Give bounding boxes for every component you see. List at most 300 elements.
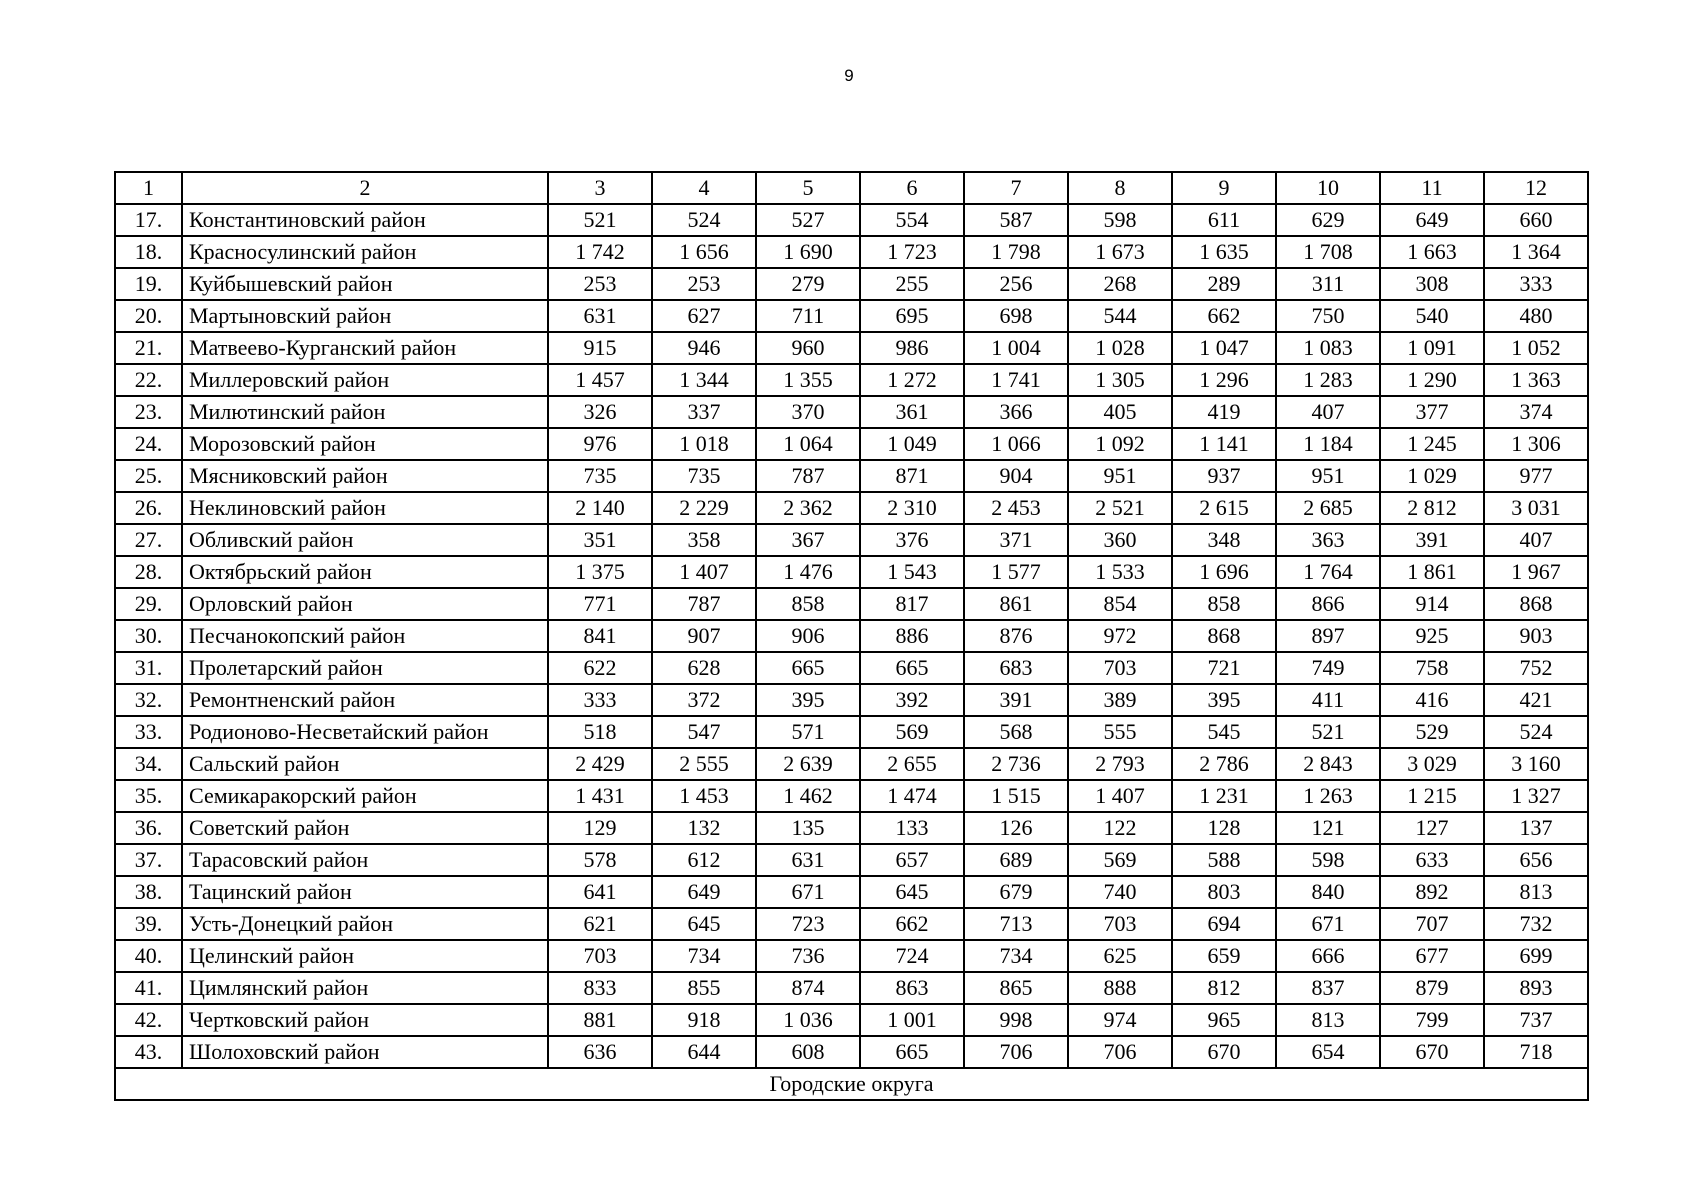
value-cell: 2 453 xyxy=(964,492,1068,524)
value-cell: 965 xyxy=(1172,1004,1276,1036)
value-cell: 1 363 xyxy=(1484,364,1588,396)
value-cell: 644 xyxy=(652,1036,756,1068)
value-cell: 289 xyxy=(1172,268,1276,300)
value-cell: 1 375 xyxy=(548,556,652,588)
value-cell: 903 xyxy=(1484,620,1588,652)
value-cell: 598 xyxy=(1276,844,1380,876)
value-cell: 2 793 xyxy=(1068,748,1172,780)
value-cell: 645 xyxy=(652,908,756,940)
table-row xyxy=(115,1036,1588,1068)
value-cell: 1 798 xyxy=(964,236,1068,268)
row-number-cell: 39. xyxy=(115,908,182,940)
value-cell: 841 xyxy=(548,620,652,652)
value-cell: 866 xyxy=(1276,588,1380,620)
value-cell: 588 xyxy=(1172,844,1276,876)
value-cell: 377 xyxy=(1380,396,1484,428)
value-cell: 1 141 xyxy=(1172,428,1276,460)
column-number-cell: 9 xyxy=(1172,172,1276,204)
value-cell: 915 xyxy=(548,332,652,364)
value-cell: 660 xyxy=(1484,204,1588,236)
value-cell: 126 xyxy=(964,812,1068,844)
value-cell: 868 xyxy=(1172,620,1276,652)
row-number-cell: 23. xyxy=(115,396,182,428)
district-name-cell: Песчанокопский район xyxy=(182,620,548,652)
value-cell: 1 474 xyxy=(860,780,964,812)
column-number-cell: 10 xyxy=(1276,172,1380,204)
value-cell: 721 xyxy=(1172,652,1276,684)
column-number-cell: 7 xyxy=(964,172,1068,204)
value-cell: 1 018 xyxy=(652,428,756,460)
value-cell: 1 052 xyxy=(1484,332,1588,364)
value-cell: 677 xyxy=(1380,940,1484,972)
value-cell: 840 xyxy=(1276,876,1380,908)
value-cell: 1 184 xyxy=(1276,428,1380,460)
value-cell: 886 xyxy=(860,620,964,652)
value-cell: 1 364 xyxy=(1484,236,1588,268)
value-cell: 1 407 xyxy=(652,556,756,588)
value-cell: 817 xyxy=(860,588,964,620)
value-cell: 407 xyxy=(1484,524,1588,556)
value-cell: 1 861 xyxy=(1380,556,1484,588)
value-cell: 734 xyxy=(652,940,756,972)
row-number-cell: 36. xyxy=(115,812,182,844)
value-cell: 723 xyxy=(756,908,860,940)
row-number-cell: 42. xyxy=(115,1004,182,1036)
page-number: 9 xyxy=(844,66,854,85)
row-number-cell: 21. xyxy=(115,332,182,364)
value-cell: 367 xyxy=(756,524,860,556)
value-cell: 813 xyxy=(1276,1004,1380,1036)
column-number-cell: 11 xyxy=(1380,172,1484,204)
value-cell: 976 xyxy=(548,428,652,460)
value-cell: 1 215 xyxy=(1380,780,1484,812)
district-name-cell: Пролетарский район xyxy=(182,652,548,684)
value-cell: 2 140 xyxy=(548,492,652,524)
table-row xyxy=(115,204,1588,236)
value-cell: 1 305 xyxy=(1068,364,1172,396)
value-cell: 641 xyxy=(548,876,652,908)
value-cell: 333 xyxy=(1484,268,1588,300)
section-heading-row xyxy=(115,1068,1588,1100)
table-row xyxy=(115,332,1588,364)
table-row xyxy=(115,780,1588,812)
column-number-cell: 8 xyxy=(1068,172,1172,204)
value-cell: 1 083 xyxy=(1276,332,1380,364)
value-cell: 311 xyxy=(1276,268,1380,300)
district-name-cell: Обливский район xyxy=(182,524,548,556)
value-cell: 395 xyxy=(756,684,860,716)
value-cell: 758 xyxy=(1380,652,1484,684)
table-row xyxy=(115,300,1588,332)
value-cell: 897 xyxy=(1276,620,1380,652)
value-cell: 521 xyxy=(1276,716,1380,748)
value-cell: 555 xyxy=(1068,716,1172,748)
value-cell: 892 xyxy=(1380,876,1484,908)
value-cell: 122 xyxy=(1068,812,1172,844)
value-cell: 718 xyxy=(1484,1036,1588,1068)
value-cell: 703 xyxy=(1068,908,1172,940)
value-cell: 1 306 xyxy=(1484,428,1588,460)
value-cell: 732 xyxy=(1484,908,1588,940)
value-cell: 656 xyxy=(1484,844,1588,876)
value-cell: 1 577 xyxy=(964,556,1068,588)
district-name-cell: Сальский район xyxy=(182,748,548,780)
value-cell: 370 xyxy=(756,396,860,428)
value-cell: 521 xyxy=(548,204,652,236)
value-cell: 1 656 xyxy=(652,236,756,268)
row-number-cell: 28. xyxy=(115,556,182,588)
district-name-cell: Ремонтненский район xyxy=(182,684,548,716)
value-cell: 679 xyxy=(964,876,1068,908)
value-cell: 736 xyxy=(756,940,860,972)
value-cell: 326 xyxy=(548,396,652,428)
value-cell: 694 xyxy=(1172,908,1276,940)
value-cell: 376 xyxy=(860,524,964,556)
value-cell: 132 xyxy=(652,812,756,844)
value-cell: 351 xyxy=(548,524,652,556)
value-cell: 946 xyxy=(652,332,756,364)
value-cell: 1 245 xyxy=(1380,428,1484,460)
value-cell: 133 xyxy=(860,812,964,844)
value-cell: 837 xyxy=(1276,972,1380,1004)
value-cell: 1 742 xyxy=(548,236,652,268)
value-cell: 918 xyxy=(652,1004,756,1036)
value-cell: 711 xyxy=(756,300,860,332)
value-cell: 308 xyxy=(1380,268,1484,300)
value-cell: 622 xyxy=(548,652,652,684)
value-cell: 813 xyxy=(1484,876,1588,908)
value-cell: 1 431 xyxy=(548,780,652,812)
value-cell: 524 xyxy=(1484,716,1588,748)
value-cell: 724 xyxy=(860,940,964,972)
value-cell: 670 xyxy=(1380,1036,1484,1068)
value-cell: 371 xyxy=(964,524,1068,556)
value-cell: 253 xyxy=(652,268,756,300)
value-cell: 636 xyxy=(548,1036,652,1068)
value-cell: 1 344 xyxy=(652,364,756,396)
value-cell: 698 xyxy=(964,300,1068,332)
value-cell: 657 xyxy=(860,844,964,876)
value-cell: 1 049 xyxy=(860,428,964,460)
value-cell: 625 xyxy=(1068,940,1172,972)
value-cell: 799 xyxy=(1380,1004,1484,1036)
value-cell: 256 xyxy=(964,268,1068,300)
value-cell: 571 xyxy=(756,716,860,748)
row-number-cell: 43. xyxy=(115,1036,182,1068)
value-cell: 2 521 xyxy=(1068,492,1172,524)
value-cell: 629 xyxy=(1276,204,1380,236)
value-cell: 713 xyxy=(964,908,1068,940)
value-cell: 861 xyxy=(964,588,1068,620)
district-name-cell: Матвеево-Курганский район xyxy=(182,332,548,364)
table-row xyxy=(115,556,1588,588)
value-cell: 1 457 xyxy=(548,364,652,396)
value-cell: 706 xyxy=(964,1036,1068,1068)
value-cell: 421 xyxy=(1484,684,1588,716)
value-cell: 554 xyxy=(860,204,964,236)
value-cell: 749 xyxy=(1276,652,1380,684)
district-name-cell: Тарасовский район xyxy=(182,844,548,876)
table-row xyxy=(115,812,1588,844)
value-cell: 1 028 xyxy=(1068,332,1172,364)
value-cell: 771 xyxy=(548,588,652,620)
value-cell: 1 663 xyxy=(1380,236,1484,268)
value-cell: 374 xyxy=(1484,396,1588,428)
row-number-cell: 31. xyxy=(115,652,182,684)
row-number-cell: 41. xyxy=(115,972,182,1004)
row-number-cell: 34. xyxy=(115,748,182,780)
value-cell: 518 xyxy=(548,716,652,748)
value-cell: 529 xyxy=(1380,716,1484,748)
value-cell: 974 xyxy=(1068,1004,1172,1036)
column-number-cell: 6 xyxy=(860,172,964,204)
value-cell: 544 xyxy=(1068,300,1172,332)
row-number-cell: 33. xyxy=(115,716,182,748)
district-name-cell: Тацинский район xyxy=(182,876,548,908)
value-cell: 665 xyxy=(860,1036,964,1068)
value-cell: 416 xyxy=(1380,684,1484,716)
district-name-cell: Шолоховский район xyxy=(182,1036,548,1068)
table-row xyxy=(115,268,1588,300)
value-cell: 2 615 xyxy=(1172,492,1276,524)
table-row xyxy=(115,524,1588,556)
value-cell: 366 xyxy=(964,396,1068,428)
table-row xyxy=(115,492,1588,524)
value-cell: 737 xyxy=(1484,1004,1588,1036)
value-cell: 612 xyxy=(652,844,756,876)
table-row xyxy=(115,620,1588,652)
value-cell: 2 843 xyxy=(1276,748,1380,780)
value-cell: 545 xyxy=(1172,716,1276,748)
table-row xyxy=(115,844,1588,876)
row-number-cell: 18. xyxy=(115,236,182,268)
table-row xyxy=(115,364,1588,396)
value-cell: 569 xyxy=(860,716,964,748)
value-cell: 253 xyxy=(548,268,652,300)
value-cell: 671 xyxy=(756,876,860,908)
value-cell: 524 xyxy=(652,204,756,236)
value-cell: 951 xyxy=(1068,460,1172,492)
district-name-cell: Морозовский район xyxy=(182,428,548,460)
value-cell: 621 xyxy=(548,908,652,940)
value-cell: 569 xyxy=(1068,844,1172,876)
value-cell: 391 xyxy=(1380,524,1484,556)
value-cell: 986 xyxy=(860,332,964,364)
value-cell: 627 xyxy=(652,300,756,332)
value-cell: 960 xyxy=(756,332,860,364)
value-cell: 735 xyxy=(652,460,756,492)
value-cell: 1 327 xyxy=(1484,780,1588,812)
district-name-cell: Родионово-Несветайский район xyxy=(182,716,548,748)
value-cell: 1 476 xyxy=(756,556,860,588)
value-cell: 1 036 xyxy=(756,1004,860,1036)
value-cell: 631 xyxy=(548,300,652,332)
value-cell: 803 xyxy=(1172,876,1276,908)
value-cell: 1 967 xyxy=(1484,556,1588,588)
value-cell: 2 786 xyxy=(1172,748,1276,780)
table-row xyxy=(115,940,1588,972)
district-name-cell: Чертковский район xyxy=(182,1004,548,1036)
value-cell: 907 xyxy=(652,620,756,652)
table-row xyxy=(115,236,1588,268)
value-cell: 752 xyxy=(1484,652,1588,684)
row-number-cell: 25. xyxy=(115,460,182,492)
table-row xyxy=(115,748,1588,780)
district-name-cell: Куйбышевский район xyxy=(182,268,548,300)
table-row xyxy=(115,876,1588,908)
table-row xyxy=(115,396,1588,428)
value-cell: 3 160 xyxy=(1484,748,1588,780)
row-number-cell: 24. xyxy=(115,428,182,460)
value-cell: 1 263 xyxy=(1276,780,1380,812)
value-cell: 633 xyxy=(1380,844,1484,876)
value-cell: 598 xyxy=(1068,204,1172,236)
value-cell: 1 453 xyxy=(652,780,756,812)
value-cell: 665 xyxy=(860,652,964,684)
value-cell: 868 xyxy=(1484,588,1588,620)
value-cell: 360 xyxy=(1068,524,1172,556)
column-number-cell: 3 xyxy=(548,172,652,204)
value-cell: 925 xyxy=(1380,620,1484,652)
district-name-cell: Мясниковский район xyxy=(182,460,548,492)
row-number-cell: 26. xyxy=(115,492,182,524)
value-cell: 2 736 xyxy=(964,748,1068,780)
value-cell: 419 xyxy=(1172,396,1276,428)
value-cell: 1 283 xyxy=(1276,364,1380,396)
value-cell: 649 xyxy=(1380,204,1484,236)
value-cell: 608 xyxy=(756,1036,860,1068)
value-cell: 363 xyxy=(1276,524,1380,556)
value-cell: 2 229 xyxy=(652,492,756,524)
row-number-cell: 17. xyxy=(115,204,182,236)
value-cell: 998 xyxy=(964,1004,1068,1036)
row-number-cell: 27. xyxy=(115,524,182,556)
value-cell: 361 xyxy=(860,396,964,428)
value-cell: 372 xyxy=(652,684,756,716)
value-cell: 127 xyxy=(1380,812,1484,844)
table-row xyxy=(115,460,1588,492)
value-cell: 2 812 xyxy=(1380,492,1484,524)
value-cell: 881 xyxy=(548,1004,652,1036)
value-cell: 527 xyxy=(756,204,860,236)
value-cell: 671 xyxy=(1276,908,1380,940)
value-cell: 1 764 xyxy=(1276,556,1380,588)
row-number-cell: 19. xyxy=(115,268,182,300)
table-row xyxy=(115,684,1588,716)
table-row xyxy=(115,1004,1588,1036)
district-name-cell: Милютинский район xyxy=(182,396,548,428)
district-name-cell: Цимлянский район xyxy=(182,972,548,1004)
value-cell: 1 543 xyxy=(860,556,964,588)
value-cell: 411 xyxy=(1276,684,1380,716)
value-cell: 1 741 xyxy=(964,364,1068,396)
value-cell: 1 462 xyxy=(756,780,860,812)
value-cell: 833 xyxy=(548,972,652,1004)
value-cell: 972 xyxy=(1068,620,1172,652)
value-cell: 951 xyxy=(1276,460,1380,492)
value-cell: 874 xyxy=(756,972,860,1004)
value-cell: 1 001 xyxy=(860,1004,964,1036)
value-cell: 3 031 xyxy=(1484,492,1588,524)
table-body xyxy=(115,172,1588,1100)
district-name-cell: Миллеровский район xyxy=(182,364,548,396)
value-cell: 703 xyxy=(1068,652,1172,684)
value-cell: 683 xyxy=(964,652,1068,684)
value-cell: 888 xyxy=(1068,972,1172,1004)
value-cell: 858 xyxy=(1172,588,1276,620)
value-cell: 1 092 xyxy=(1068,428,1172,460)
statistics-table xyxy=(114,171,1589,1101)
value-cell: 937 xyxy=(1172,460,1276,492)
value-cell: 1 690 xyxy=(756,236,860,268)
row-number-cell: 32. xyxy=(115,684,182,716)
district-name-cell: Октябрьский район xyxy=(182,556,548,588)
value-cell: 695 xyxy=(860,300,964,332)
row-number-cell: 35. xyxy=(115,780,182,812)
value-cell: 863 xyxy=(860,972,964,1004)
value-cell: 1 064 xyxy=(756,428,860,460)
column-number-row xyxy=(115,172,1588,204)
value-cell: 1 407 xyxy=(1068,780,1172,812)
value-cell: 135 xyxy=(756,812,860,844)
value-cell: 391 xyxy=(964,684,1068,716)
value-cell: 480 xyxy=(1484,300,1588,332)
row-number-cell: 40. xyxy=(115,940,182,972)
value-cell: 2 685 xyxy=(1276,492,1380,524)
value-cell: 255 xyxy=(860,268,964,300)
column-number-cell: 5 xyxy=(756,172,860,204)
column-number-cell: 4 xyxy=(652,172,756,204)
value-cell: 358 xyxy=(652,524,756,556)
value-cell: 812 xyxy=(1172,972,1276,1004)
value-cell: 1 091 xyxy=(1380,332,1484,364)
value-cell: 268 xyxy=(1068,268,1172,300)
district-name-cell: Орловский район xyxy=(182,588,548,620)
value-cell: 1 290 xyxy=(1380,364,1484,396)
value-cell: 2 639 xyxy=(756,748,860,780)
value-cell: 2 555 xyxy=(652,748,756,780)
value-cell: 547 xyxy=(652,716,756,748)
row-number-cell: 20. xyxy=(115,300,182,332)
row-number-cell: 29. xyxy=(115,588,182,620)
value-cell: 787 xyxy=(756,460,860,492)
value-cell: 333 xyxy=(548,684,652,716)
district-name-cell: Неклиновский район xyxy=(182,492,548,524)
value-cell: 129 xyxy=(548,812,652,844)
value-cell: 670 xyxy=(1172,1036,1276,1068)
value-cell: 337 xyxy=(652,396,756,428)
column-number-cell: 12 xyxy=(1484,172,1588,204)
value-cell: 405 xyxy=(1068,396,1172,428)
value-cell: 1 723 xyxy=(860,236,964,268)
value-cell: 1 066 xyxy=(964,428,1068,460)
column-number-cell: 1 xyxy=(115,172,182,204)
value-cell: 392 xyxy=(860,684,964,716)
district-name-cell: Красносулинский район xyxy=(182,236,548,268)
value-cell: 865 xyxy=(964,972,1068,1004)
value-cell: 137 xyxy=(1484,812,1588,844)
district-name-cell: Константиновский район xyxy=(182,204,548,236)
value-cell: 540 xyxy=(1380,300,1484,332)
value-cell: 1 533 xyxy=(1068,556,1172,588)
district-name-cell: Советский район xyxy=(182,812,548,844)
value-cell: 1 296 xyxy=(1172,364,1276,396)
district-name-cell: Мартыновский район xyxy=(182,300,548,332)
value-cell: 707 xyxy=(1380,908,1484,940)
value-cell: 1 004 xyxy=(964,332,1068,364)
value-cell: 587 xyxy=(964,204,1068,236)
value-cell: 703 xyxy=(548,940,652,972)
